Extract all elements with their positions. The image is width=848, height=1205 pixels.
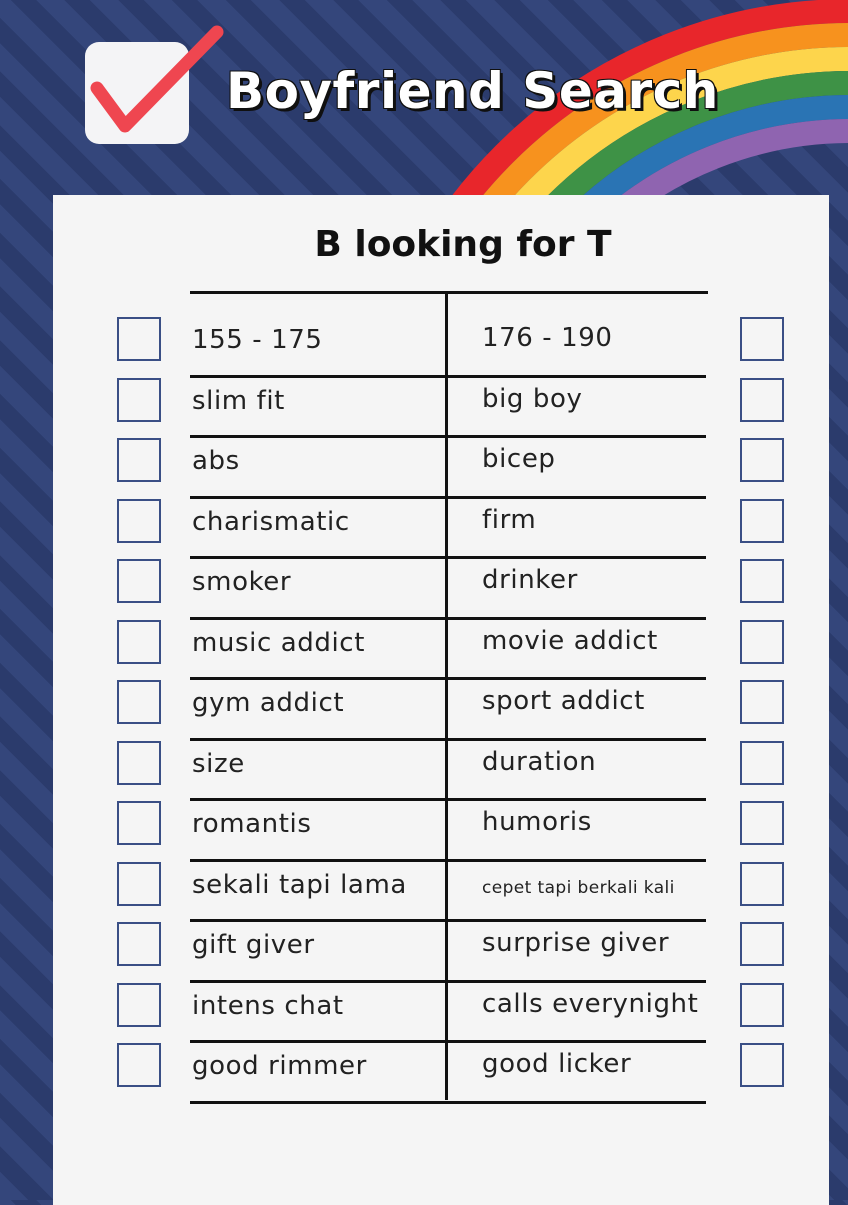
checkbox-left-7[interactable] [117, 741, 161, 785]
row-separator [190, 677, 706, 680]
checkbox-right-1[interactable] [740, 378, 784, 422]
right-option-label: drinker [482, 565, 578, 595]
row-separator [190, 1040, 706, 1043]
checkbox-left-11[interactable] [117, 983, 161, 1027]
row-separator [190, 617, 706, 620]
checkbox-right-5[interactable] [740, 620, 784, 664]
checkbox-right-9[interactable] [740, 862, 784, 906]
row-separator [190, 980, 706, 983]
column-divider [445, 292, 448, 1100]
page-title: Boyfriend Search [226, 62, 719, 120]
row-separator [190, 375, 706, 378]
checkbox-left-9[interactable] [117, 862, 161, 906]
right-option-label: sport addict [482, 686, 645, 716]
left-option-label: gym addict [192, 688, 345, 718]
checkbox-right-0[interactable] [740, 317, 784, 361]
row-separator [190, 859, 706, 862]
checklist-sheet [53, 195, 829, 1205]
checkbox-left-4[interactable] [117, 559, 161, 603]
checkbox-right-10[interactable] [740, 922, 784, 966]
right-option-label: surprise giver [482, 928, 670, 958]
checkbox-right-3[interactable] [740, 499, 784, 543]
right-option-label: good licker [482, 1049, 632, 1079]
checkbox-right-12[interactable] [740, 1043, 784, 1087]
right-option-label: bicep [482, 444, 556, 474]
left-option-label: gift giver [192, 930, 315, 960]
right-option-label: duration [482, 746, 597, 777]
checkbox-left-3[interactable] [117, 499, 161, 543]
checkbox-left-12[interactable] [117, 1043, 161, 1087]
right-option-label: movie addict [482, 625, 658, 656]
left-option-label: music addict [192, 627, 365, 658]
left-option-label: good rimmer [192, 1051, 367, 1081]
left-option-label: sekali tapi lama [192, 869, 407, 900]
checkbox-left-5[interactable] [117, 620, 161, 664]
row-separator [190, 919, 706, 922]
row-separator [190, 1101, 706, 1104]
left-option-label: 155 - 175 [192, 325, 323, 355]
checkmark-icon [81, 10, 231, 150]
left-option-label: romantis [192, 809, 312, 839]
left-option-label: smoker [192, 567, 292, 597]
right-option-label: calls everynight [482, 988, 699, 1019]
checkbox-right-11[interactable] [740, 983, 784, 1027]
left-option-label: abs [192, 446, 240, 476]
checkmark-logo [85, 42, 189, 144]
row-separator [190, 556, 706, 559]
row-separator [190, 435, 706, 438]
row-separator [190, 798, 706, 801]
checkbox-right-7[interactable] [740, 741, 784, 785]
sheet-title: B looking for T [314, 224, 612, 265]
checkbox-right-2[interactable] [740, 438, 784, 482]
checkbox-left-0[interactable] [117, 317, 161, 361]
checkbox-right-4[interactable] [740, 559, 784, 603]
table-top-border [190, 291, 708, 294]
checkbox-right-8[interactable] [740, 801, 784, 845]
right-option-label: firm [482, 504, 537, 535]
checkbox-left-1[interactable] [117, 378, 161, 422]
checkbox-left-6[interactable] [117, 680, 161, 724]
row-separator [190, 738, 706, 741]
checkbox-left-2[interactable] [117, 438, 161, 482]
left-option-label: intens chat [192, 990, 344, 1021]
row-separator [190, 496, 706, 499]
left-option-label: slim fit [192, 385, 285, 416]
left-option-label: charismatic [192, 506, 350, 537]
right-option-label: humoris [482, 807, 592, 837]
right-option-label: 176 - 190 [482, 323, 613, 353]
left-option-label: size [192, 748, 245, 779]
checkbox-left-8[interactable] [117, 801, 161, 845]
right-option-label: big boy [482, 383, 583, 414]
right-option-label: cepet tapi berkali kali [482, 877, 675, 898]
checkbox-right-6[interactable] [740, 680, 784, 724]
checkbox-left-10[interactable] [117, 922, 161, 966]
